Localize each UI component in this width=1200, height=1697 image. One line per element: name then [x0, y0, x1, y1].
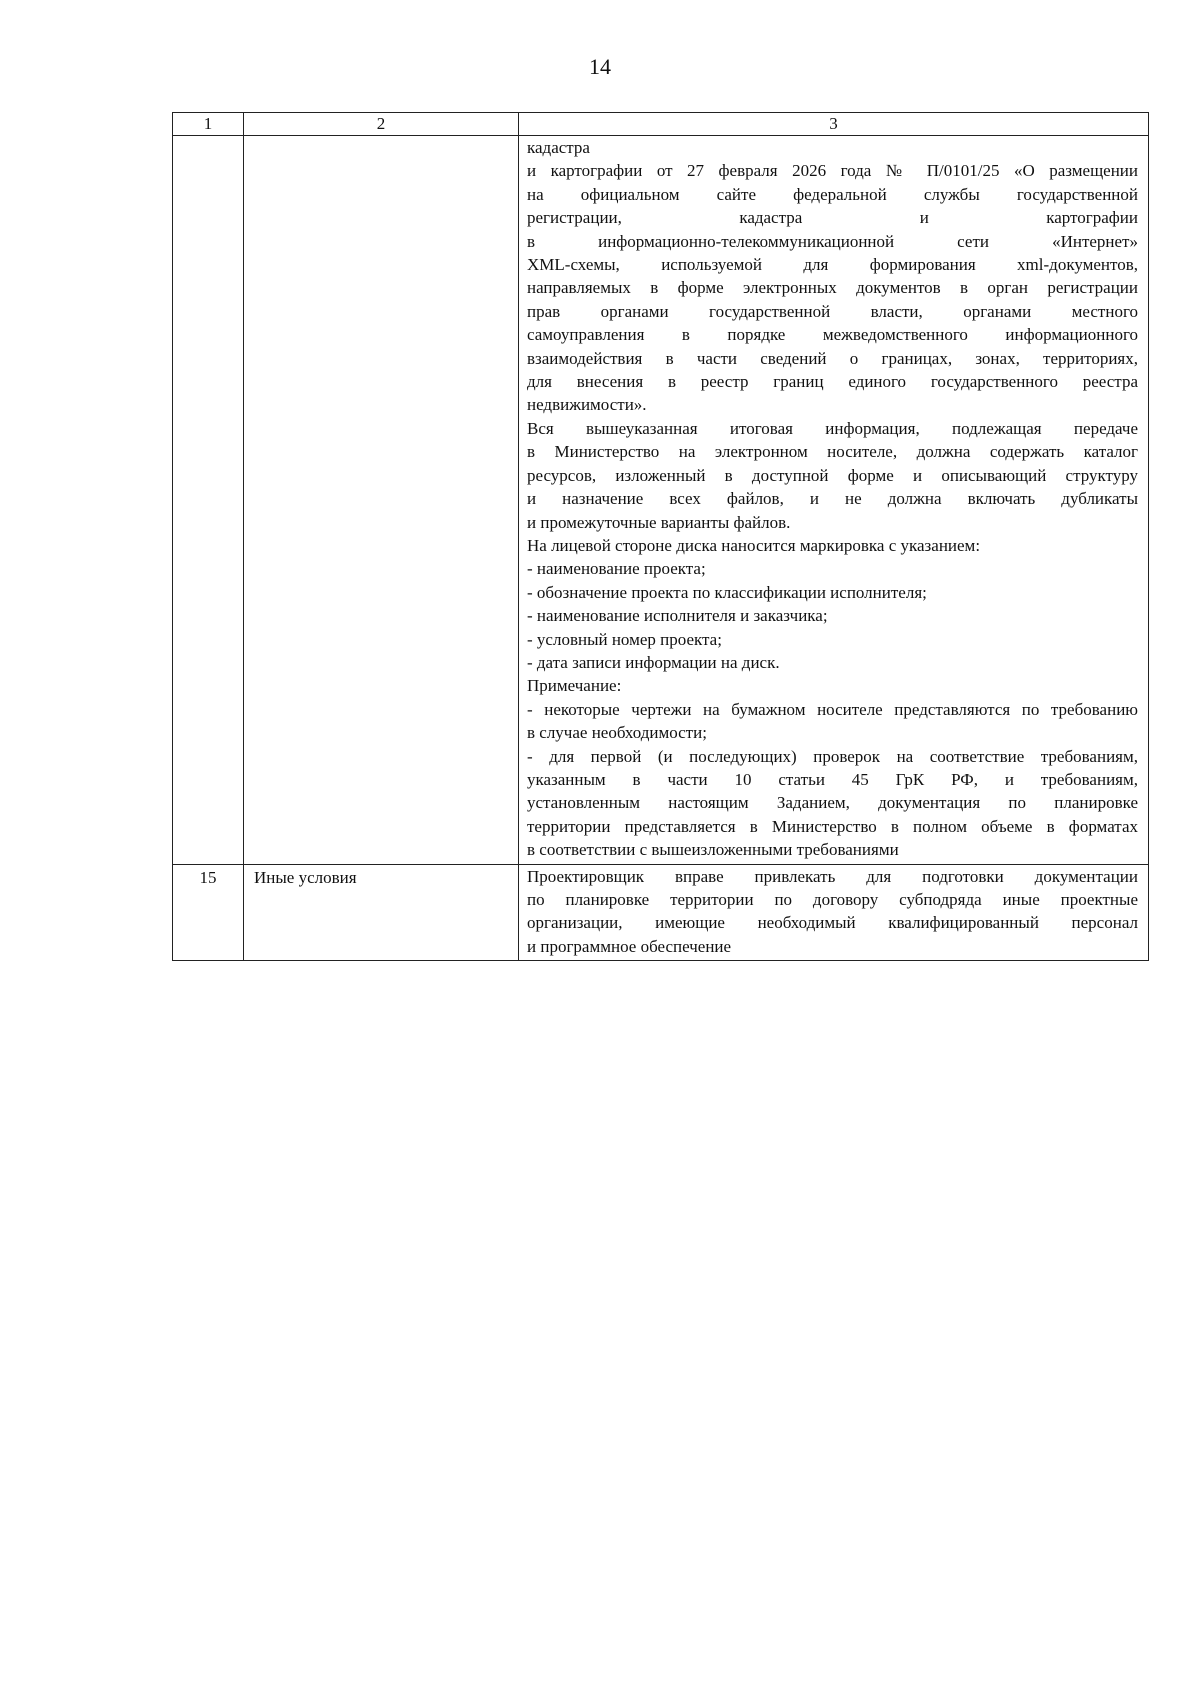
column-header-3: 3	[519, 113, 1149, 136]
text-line: установленным настоящим Заданием, документация по планировке	[527, 793, 1138, 813]
text-line: прав органами государственной власти, органами местного	[527, 301, 1138, 321]
text-line: - для первой (и последующих) проверок на соответствие требованиям,	[527, 746, 1138, 766]
text-line: взаимодействия в части сведений о границах, зонах, территориях,	[527, 348, 1138, 368]
text-line: и назначение всех файлов, и не должна включать дубликаты	[527, 489, 1138, 509]
text-line: регистрации, кадастра и картографии	[527, 208, 1138, 228]
text-line: На лицевой стороне диска наносится маркировка с указанием:	[527, 535, 981, 555]
text-line: - дата записи информации на диск.	[527, 652, 780, 672]
column-header-2: 2	[244, 113, 519, 136]
row-text	[519, 864, 1149, 961]
text-line: и промежуточные варианты файлов.	[527, 512, 791, 532]
text-line: территории представляется в Министерство в полном объеме в форматах	[527, 816, 1138, 836]
text-line: - наименование проекта;	[527, 559, 706, 579]
text-line: и картографии от 27 февраля 2026 года № П/0101/25 «О размещении	[527, 161, 1138, 181]
row-text	[519, 136, 1149, 865]
text-line: в Министерство на электронном носителе, должна содержать каталог	[527, 442, 1138, 462]
text-line: ресурсов, изложенный в доступной форме и описывающий структуру	[527, 465, 1138, 485]
row-name: Иные условия	[244, 864, 519, 961]
text-line: для внесения в реестр границ единого государственного реестра	[527, 372, 1138, 392]
text-line: указанным в части 10 статьи 45 ГрК РФ, и требованиям,	[527, 769, 1138, 789]
text-line: Примечание:	[527, 676, 622, 696]
text-line: - наименование исполнителя и заказчика;	[527, 606, 828, 626]
text-line: в соответствии с вышеизложенными требованиями	[527, 840, 899, 860]
row-name	[244, 136, 519, 865]
text-line: кадастра	[527, 138, 590, 157]
row-number	[173, 136, 244, 865]
requirements-table	[172, 112, 1149, 961]
text-line: и программное обеспечение	[527, 936, 732, 956]
table-row	[173, 864, 1149, 961]
text-line: Проектировщик вправе привлекать для подготовки документации	[527, 866, 1138, 886]
text-line: на официальном сайте федеральной службы государственной	[527, 184, 1138, 204]
text-line: организации, имеющие необходимый квалифицированный персонал	[527, 913, 1138, 933]
text-line: направляемых в форме электронных документов в орган регистрации	[527, 278, 1138, 298]
column-header-1: 1	[173, 113, 244, 136]
text-line: по планировке территории по договору субподряда иные проектные	[527, 890, 1138, 909]
text-line: XML-схемы, используемой для формирования xml-документов,	[527, 255, 1138, 275]
text-line: в случае необходимости;	[527, 723, 707, 743]
text-line: Вся вышеуказанная итоговая информация, подлежащая передаче	[527, 418, 1138, 438]
text-line: - некоторые чертежи на бумажном носителе представляются по требованию	[527, 699, 1138, 719]
text-line: самоуправления в порядке межведомственного информационного	[527, 325, 1138, 345]
text-line: в информационно-телекоммуникационной сети «Интернет»	[527, 231, 1138, 251]
text-line: - обозначение проекта по классификации исполнителя;	[527, 582, 927, 602]
table-header-row	[173, 113, 1149, 136]
row-number: 15	[173, 864, 244, 961]
page-number: 14	[589, 54, 611, 79]
text-line: недвижимости».	[527, 395, 647, 415]
text-line: - условный номер проекта;	[527, 629, 722, 649]
table-row	[173, 136, 1149, 865]
